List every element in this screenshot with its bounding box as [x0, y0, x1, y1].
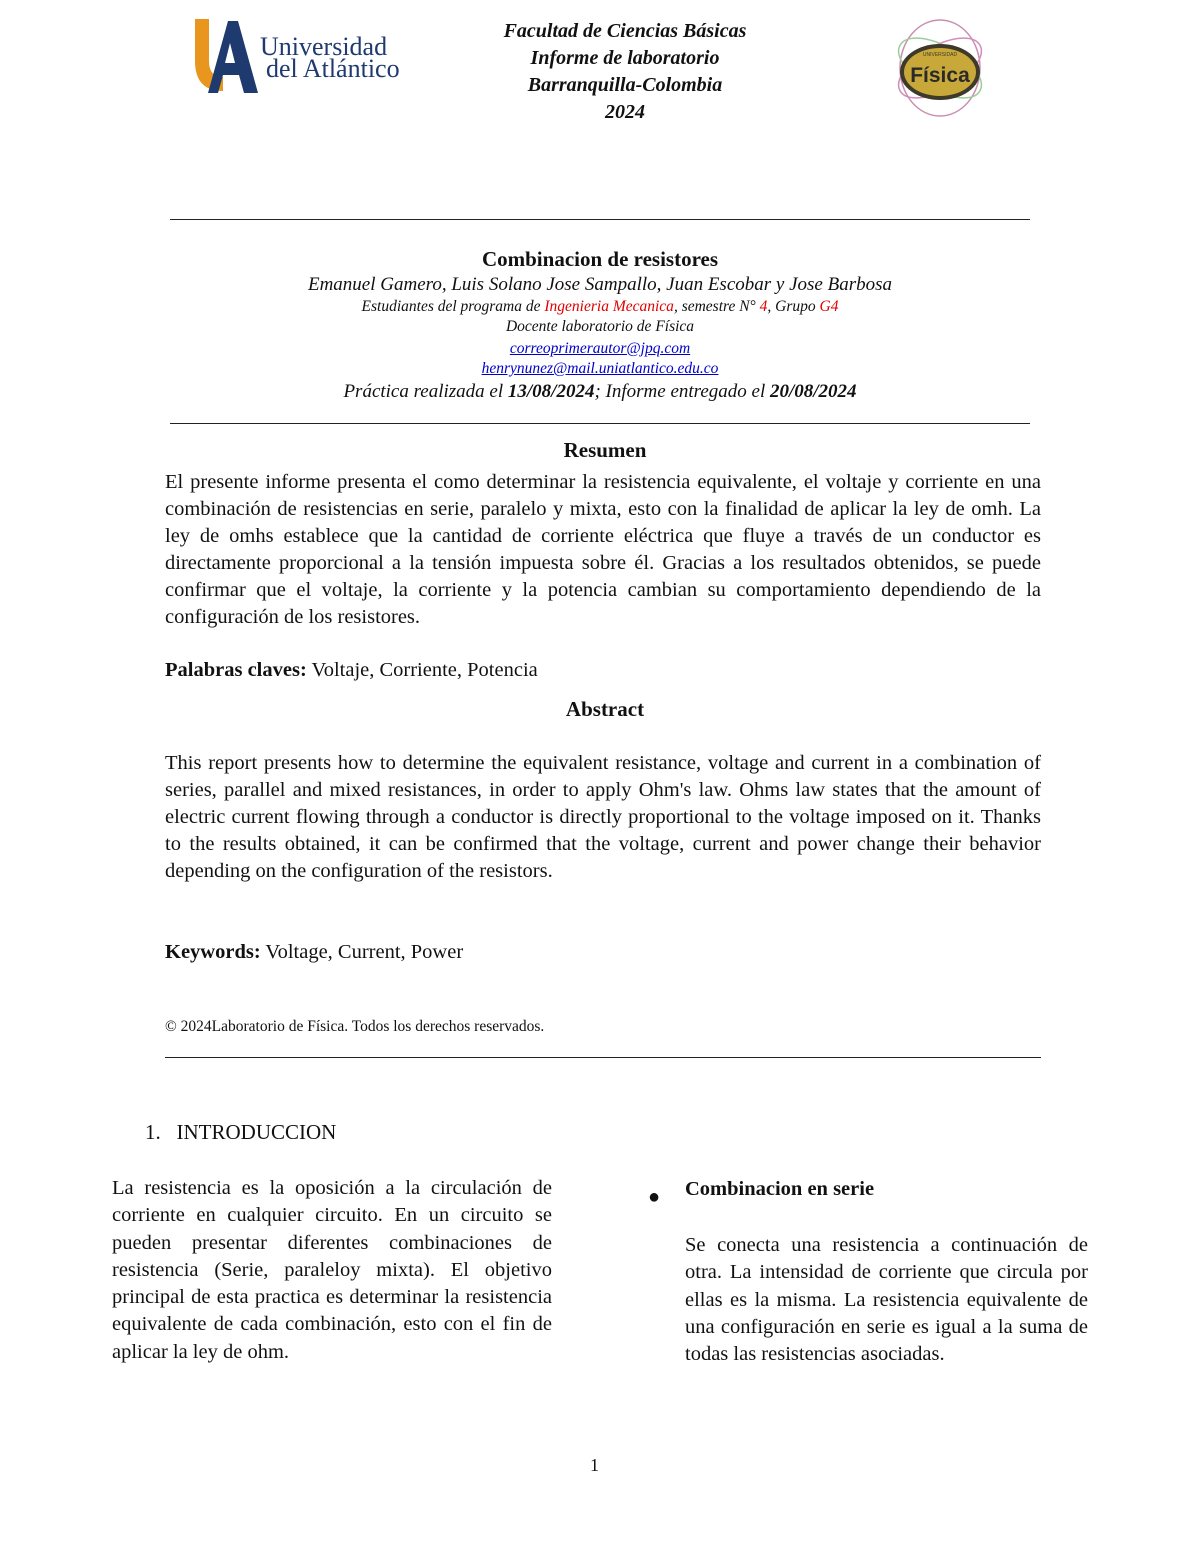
logo-line-2: del Atlántico: [266, 54, 400, 83]
date-realizada: 13/08/2024: [507, 381, 595, 402]
bullet-icon: ●: [648, 1186, 661, 1208]
header-lines: [440, 18, 810, 126]
title-bottom-rule: [170, 423, 1030, 424]
page-number: 1: [590, 1455, 599, 1475]
abstract-text: This report presents how to determine the equivalent resistance, voltage and current in a combination of series, parallel and mixed resistances, in order to apply Ohm's law. Ohms law states that the amount of electric current flowing through a conductor is directly proportional to the voltage imposed on it. Thanks to the results obtained, it can be confirmed that the voltage, current and power change their behavior depending on the configuration of the resistors.: [165, 752, 1041, 882]
resumen-keywords: [165, 657, 1041, 684]
abstract-heading: Abstract: [565, 697, 645, 721]
date-entregado: 20/08/2024: [770, 381, 857, 402]
semester: 4: [759, 298, 768, 315]
group: G4: [819, 298, 839, 315]
resumen-heading: Resumen: [563, 438, 647, 462]
group-prefix: , Grupo: [767, 298, 820, 315]
program-prefix: Estudiantes del programa de: [361, 298, 545, 315]
title-block: [170, 245, 1030, 405]
palabras-claves: Voltaje, Corriente, Potencia: [306, 659, 538, 681]
header-faculty: Facultad de Ciencias Básicas: [503, 20, 747, 42]
docente-line: Docente laboratorio de Física: [505, 318, 695, 335]
program-line: [170, 297, 1030, 317]
paper-title: Combinacion de resistores: [481, 247, 719, 271]
dates-line: [170, 379, 1030, 405]
keywords-label: Keywords:: [165, 941, 261, 963]
svg-text:UNIVERSIDAD: UNIVERSIDAD: [922, 52, 958, 58]
dates-middle: ; Informe entregado el: [594, 381, 770, 402]
abstract-bottom-rule: [165, 1057, 1041, 1058]
resumen-text: El presente informe presenta el como determinar la resistencia equivalente, el voltaje y corriente en una combinación de resistencias en serie, paralelo y mixta, esto con la finalidad de aplicar la ley de omh. La ley de omhs establece que la cantidad de corriente eléctrica que fluye a través de un conductor es directamente proporcional a la tensión impuesta sobre él. Gracias a los resultados obtenidos, se puede confirmar que el voltaje, la corriente y la potencia cambian su comportamiento dependiendo de la configuración de los resistores.: [165, 471, 1041, 628]
keywords: Voltage, Current, Power: [260, 941, 464, 963]
intro-heading: 1. INTRODUCCION: [145, 1120, 337, 1144]
logo-line-1: Universidad: [260, 32, 388, 61]
intro-text: La resistencia es la oposición a la circulación de corriente en cualquier circuito. En un circuito se pueden presentar diferentes combinaciones de resistencia (Serie, paraleloy mixta). El objetivo principal de esta practica es determinar la resistencia equivalente de cada combinación, esto con el fin de aplicar la ley de ohm.: [112, 1177, 552, 1363]
copyright: © 2024Laboratorio de Física. Todos los derechos reservados.: [165, 1018, 545, 1035]
abstract-keywords: [165, 939, 1041, 966]
top-rule: [170, 219, 1030, 220]
serie-text: Se conecta una resistencia a continuación de otra. La intensidad de corriente que circula por ellas es la misma. La resistencia equivalente de una configuración en serie es igual a la suma de todas las resistencias asociadas.: [685, 1234, 1088, 1366]
header-report-type: Informe de laboratorio: [530, 47, 720, 69]
header-city: Barranquilla-Colombia: [527, 74, 723, 96]
authors: Emanuel Gamero, Luis Solano Jose Sampallo, Juan Escobar y Jose Barbosa: [307, 274, 892, 295]
header-year: 2024: [605, 101, 645, 123]
dates-prefix: Práctica realizada el: [343, 381, 508, 402]
fisica-logo: [890, 12, 990, 124]
email-link-2[interactable]: henrynunez@mail.uniatlantico.edu.co: [481, 360, 719, 377]
palabras-claves-label: Palabras claves:: [165, 659, 307, 681]
email-link-1[interactable]: correoprimerautor@jpq.com: [509, 340, 691, 357]
semester-prefix: , semestre N°: [673, 298, 760, 315]
serie-heading: Combinacion en serie: [685, 1178, 875, 1200]
svg-text:Física: Física: [910, 64, 970, 87]
program-name: Ingenieria Mecanica: [544, 298, 674, 315]
universidad-atlantico-logo: [190, 15, 410, 97]
